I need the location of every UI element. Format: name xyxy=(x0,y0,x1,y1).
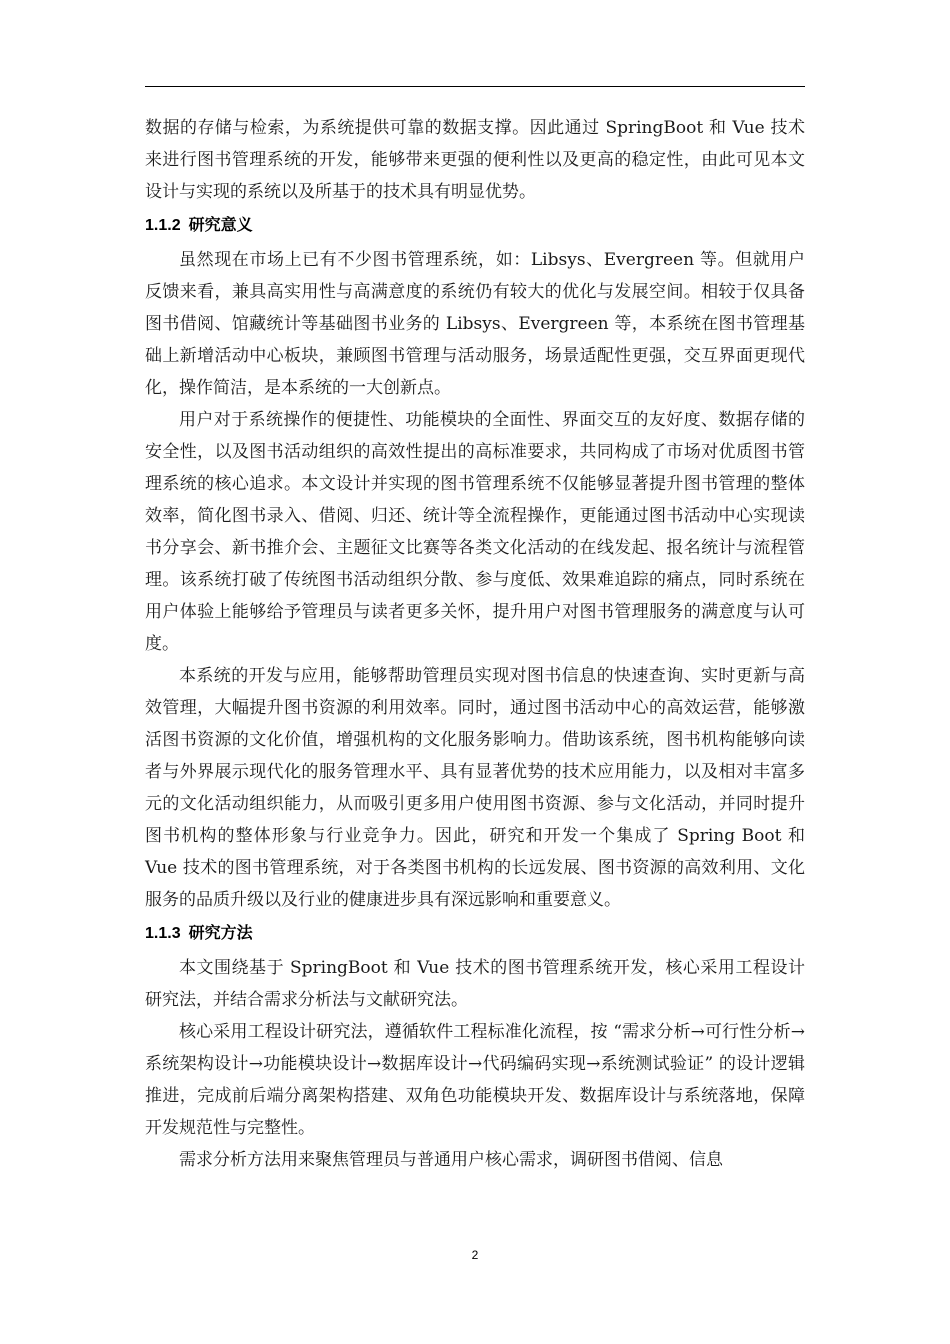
section-number: 1.1.2 xyxy=(145,217,181,234)
section-heading-1-1-3 xyxy=(145,920,805,948)
section-number: 1.1.3 xyxy=(145,925,181,942)
paragraph: 数据的存储与检索，为系统提供可靠的数据支撑。因此通过 SpringBoot 和 Vue 技术来进行图书管理系统的开发，能够带来更强的便利性以及更高的稳定性，由此可见本文设计与实现的系统以及所基于的技术具有明显优势。 xyxy=(145,118,805,202)
paragraph: 本系统的开发与应用，能够帮助管理员实现对图书信息的快速查询、实时更新与高效管理，大幅提升图书资源的利用效率。同时，通过图书活动中心的高效运营，能够激活图书资源的文化价值，增强机构的文化服务影响力。借助该系统，图书机构能够向读者与外界展示现代化的服务管理水平、具有显著优势的技术应用能力，以及相对丰富多元的文化活动组织能力，从而吸引更多用户使用图书资源、参与文化活动，并同时提升图书机构的整体形象与行业竞争力。因此，研究和开发一个集成了 Spring Boot 和 Vue 技术的图书管理系统，对于各类图书机构的长远发展、图书资源的高效利用、文化服务的品质升级以及行业的健康进步具有深远影响和重要意义。 xyxy=(145,666,805,910)
paragraph: 需求分析方法用来聚焦管理员与普通用户核心需求，调研图书借阅、信息 xyxy=(179,1150,723,1170)
document-body xyxy=(145,112,805,1176)
section-title: 研究方法 xyxy=(188,925,253,942)
paragraph: 虽然现在市场上已有不少图书管理系统，如：Libsys、Evergreen 等。但就用户反馈来看，兼具高实用性与高满意度的系统仍有较大的优化与发展空间。相较于仅具备图书借阅、馆藏统计等基础图书业务的 Libsys、Evergreen 等，本系统在图书管理基础上新增活动中心板块，兼顾图书管理与活动服务，场景适配性更强，交互界面更现代化，操作简洁，是本系统的一大创新点。 xyxy=(145,250,805,398)
section-title: 研究意义 xyxy=(188,217,253,234)
page-number: 2 xyxy=(471,1248,479,1262)
paragraph: 本文围绕基于 SpringBoot 和 Vue 技术的图书管理系统开发，核心采用工程设计研究法，并结合需求分析法与文献研究法。 xyxy=(145,958,805,1010)
header-rule xyxy=(145,86,805,87)
paragraph: 用户对于系统操作的便捷性、功能模块的全面性、界面交互的友好度、数据存储的安全性，以及图书活动组织的高效性提出的高标准要求，共同构成了市场对优质图书管理系统的核心追求。本文设计并实现的图书管理系统不仅能够显著提升图书管理的整体效率，简化图书录入、借阅、归还、统计等全流程操作，更能通过图书活动中心实现读书分享会、新书推介会、主题征文比赛等各类文化活动的在线发起、报名统计与流程管理。该系统打破了传统图书活动组织分散、参与度低、效果难追踪的痛点，同时系统在用户体验上能够给予管理员与读者更多关怀，提升用户对图书管理服务的满意度与认可度。 xyxy=(145,410,805,654)
paragraph: 核心采用工程设计研究法，遵循软件工程标准化流程，按 “需求分析→可行性分析→系统架构设计→功能模块设计→数据库设计→代码编码实现→系统测试验证” 的设计逻辑推进，完成前后端分离架构搭建、双角色功能模块开发、数据库设计与系统落地，保障开发规范性与完整性。 xyxy=(145,1022,805,1138)
section-heading-1-1-2 xyxy=(145,212,805,240)
